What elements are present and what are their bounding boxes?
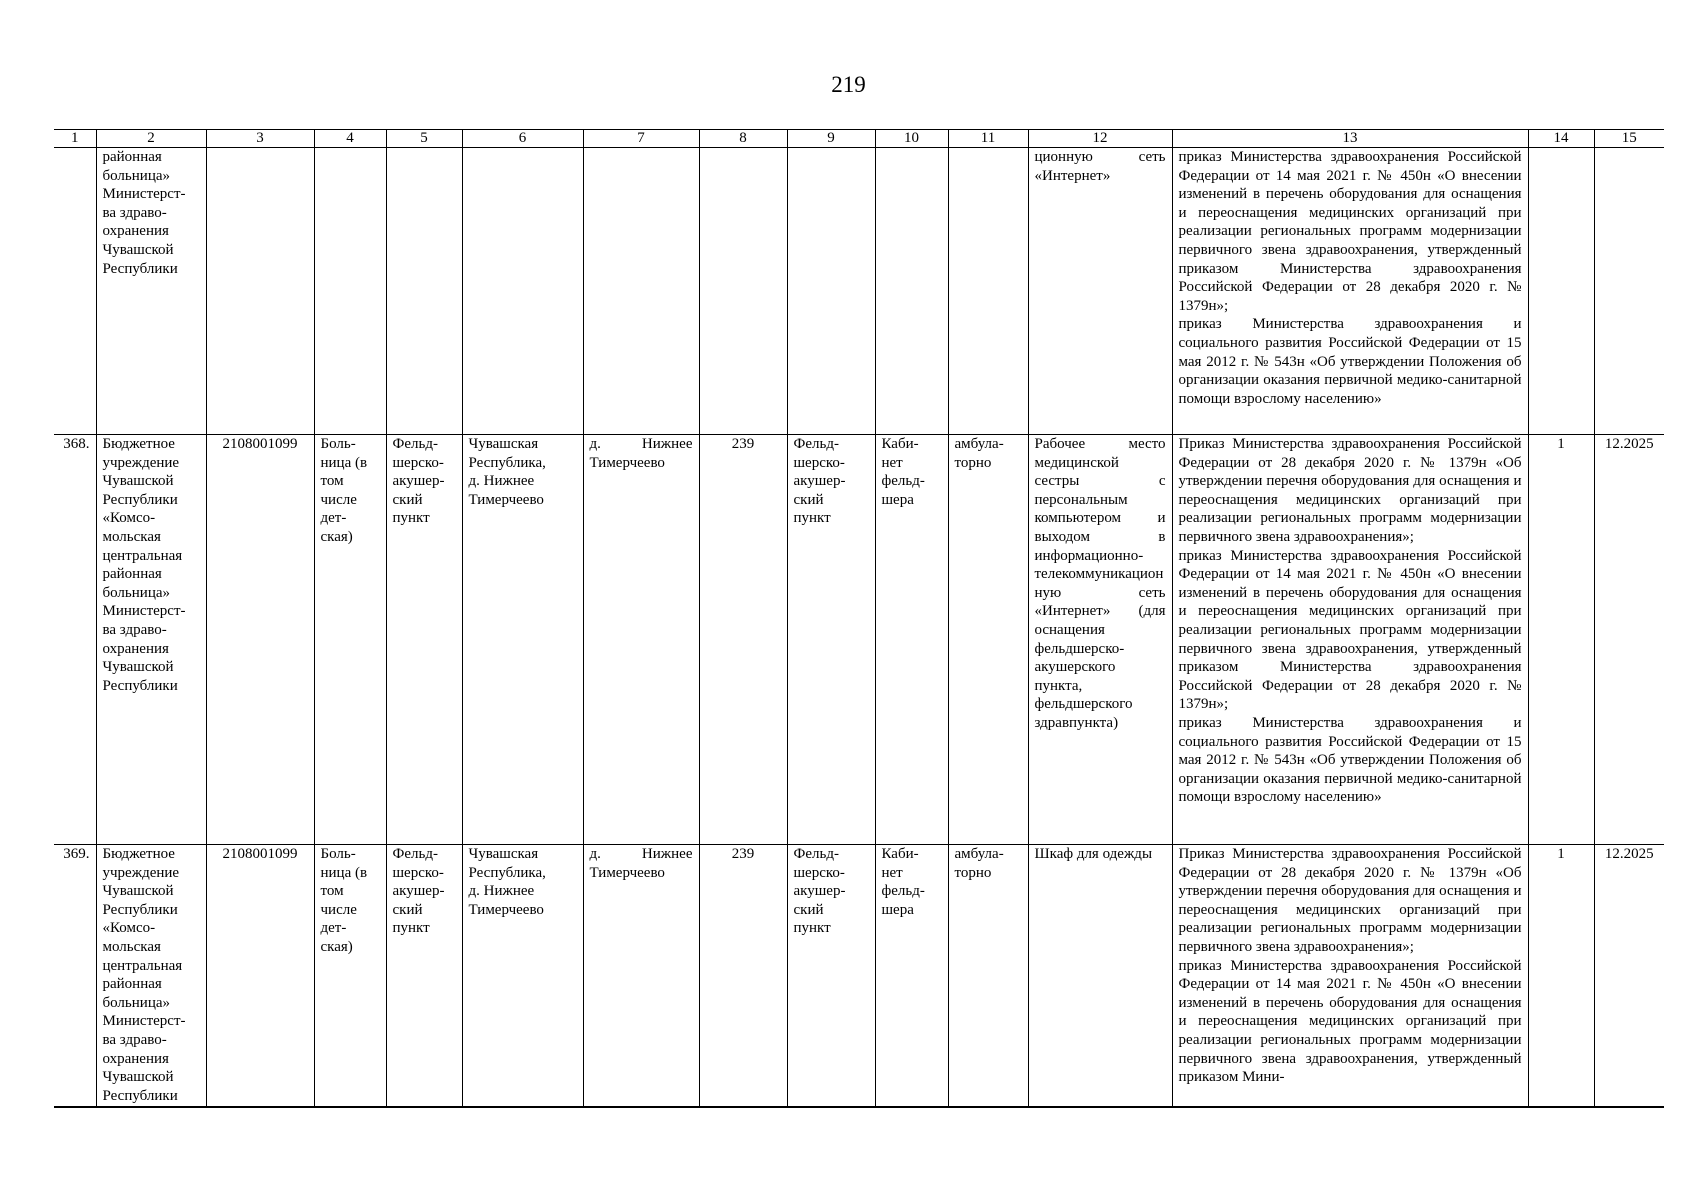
legal-basis: Приказ Министерства здравоохранения Российской Федерации от 28 декабря 2020 г. № 1379н «Об утверждении перечня оборудования для оснащения и переоснащения медицинских организаций при реализации региональных программ модернизации первичного звена здравоохранения»; приказ Министерства здравоохранения Российской Федерации от 14 мая 2021 г. № 450н «О внесении изменений в перечень оборудования для оснащения и переоснащения медицинских организаций при реализации региональных программ модернизации первичного звена здравоохранения, утвержденный приказом Министерства здравоохранения Российской Федерации от 28 декабря 2020 г. № 1379н»; приказ Министерства здравоохранения и социального развития Российской Федерации от 15 мая 2012 г. № 543н «Об утверждении Положения об организации оказания первичной медико-санитарной помощи взрослому населению» <box>1172 435 1528 845</box>
header-cell: 8 <box>699 130 787 148</box>
table-row <box>54 845 1664 1107</box>
legal-basis: приказ Министерства здравоохранения Российской Федерации от 14 мая 2021 г. № 450н «О внесении изменений в перечень оборудования для оснащения и переоснащения медицинских организаций при реализации региональных программ модернизации первичного звена здравоохранения, утвержденный приказом Министерства здравоохранения Российской Федерации от 28 декабря 2020 г. № 1379н»; приказ Министерства здравоохранения и социального развития Российской Федерации от 15 мая 2012 г. № 543н «Об утверждении Положения об организации оказания первичной медико-санитарной помощи взрослому населению» <box>1172 148 1528 435</box>
table-row <box>54 435 1664 845</box>
header-cell: 6 <box>462 130 583 148</box>
header-cell: 14 <box>1528 130 1594 148</box>
subdivision <box>386 148 462 435</box>
code: 239 <box>699 845 787 1107</box>
room: Каби- нет фельд- шера <box>875 845 948 1107</box>
quantity <box>1528 148 1594 435</box>
code: 239 <box>699 435 787 845</box>
subdivision: Фельд- шерско- акушер- ский пункт <box>386 845 462 1107</box>
inn: 2108001099 <box>206 845 314 1107</box>
header-cell: 13 <box>1172 130 1528 148</box>
column-number-header <box>54 130 1664 148</box>
header-cell: 15 <box>1594 130 1664 148</box>
equipment-name: ционную сеть «Интернет» <box>1028 148 1172 435</box>
settlement: д. Нижнее Тимерчеево <box>583 845 699 1107</box>
header-cell: 11 <box>948 130 1028 148</box>
care-form <box>948 148 1028 435</box>
row-number: 368. <box>54 435 96 845</box>
equipment-name: Рабочее место медицинской сестры с персональным компьютером и выходом в информационно-телекоммуникационную сеть «Интернет» (для оснащения фельдшерско-акушерского пункта, фельдшерского здравпункта) <box>1028 435 1172 845</box>
legal-basis: Приказ Министерства здравоохранения Российской Федерации от 28 декабря 2020 г. № 1379н «Об утверждении перечня оборудования для оснащения и переоснащения медицинских организаций при реализации региональных программ модернизации первичного звена здравоохранения»; приказ Министерства здравоохранения Российской Федерации от 14 мая 2021 г. № 450н «О внесении изменений в перечень оборудования для оснащения и переоснащения медицинских организаций при реализации региональных программ модернизации первичного звена здравоохранения, утвержденный приказом Мини- <box>1172 845 1528 1107</box>
quantity: 1 <box>1528 845 1594 1107</box>
inn: 2108001099 <box>206 435 314 845</box>
row-number <box>54 148 96 435</box>
address: Чувашская Республика, д. Нижнее Тимерчеево <box>462 435 583 845</box>
quantity: 1 <box>1528 435 1594 845</box>
page-number: 219 <box>831 72 866 97</box>
code <box>699 148 787 435</box>
equipment-name: Шкаф для одежды <box>1028 845 1172 1107</box>
settlement <box>583 148 699 435</box>
equipment-table <box>54 129 1664 1108</box>
facility-type: Боль- ница (в том числе дет- ская) <box>314 845 386 1107</box>
header-cell: 2 <box>96 130 206 148</box>
settlement: д. Нижнее Тимерчеево <box>583 435 699 845</box>
room <box>875 148 948 435</box>
header-cell: 7 <box>583 130 699 148</box>
organization-name: Бюджетное учреждение Чувашской Республики «Комсо- мольская центральная районная больница» Министерст- ва здраво- охранения Чувашской Республики <box>96 435 206 845</box>
unit: Фельд- шерско- акушер- ский пункт <box>787 435 875 845</box>
facility-type <box>314 148 386 435</box>
header-cell: 12 <box>1028 130 1172 148</box>
row-number: 369. <box>54 845 96 1107</box>
table-row <box>54 148 1664 435</box>
header-cell: 3 <box>206 130 314 148</box>
due-date <box>1594 148 1664 435</box>
address <box>462 148 583 435</box>
organization-name: Бюджетное учреждение Чувашской Республики «Комсо- мольская центральная районная больница» Министерст- ва здраво- охранения Чувашской Республики <box>96 845 206 1107</box>
facility-type: Боль- ница (в том числе дет- ская) <box>314 435 386 845</box>
subdivision: Фельд- шерско- акушер- ский пункт <box>386 435 462 845</box>
header-cell: 5 <box>386 130 462 148</box>
care-form: амбула- торно <box>948 845 1028 1107</box>
unit <box>787 148 875 435</box>
header-cell: 10 <box>875 130 948 148</box>
header-cell: 4 <box>314 130 386 148</box>
address: Чувашская Республика, д. Нижнее Тимерчеево <box>462 845 583 1107</box>
room: Каби- нет фельд- шера <box>875 435 948 845</box>
header-cell: 1 <box>54 130 96 148</box>
due-date: 12.2025 <box>1594 845 1664 1107</box>
care-form: амбула- торно <box>948 435 1028 845</box>
inn <box>206 148 314 435</box>
header-cell: 9 <box>787 130 875 148</box>
organization-name: районная больница» Министерст- ва здраво- охранения Чувашской Республики <box>96 148 206 435</box>
due-date: 12.2025 <box>1594 435 1664 845</box>
unit: Фельд- шерско- акушер- ский пункт <box>787 845 875 1107</box>
